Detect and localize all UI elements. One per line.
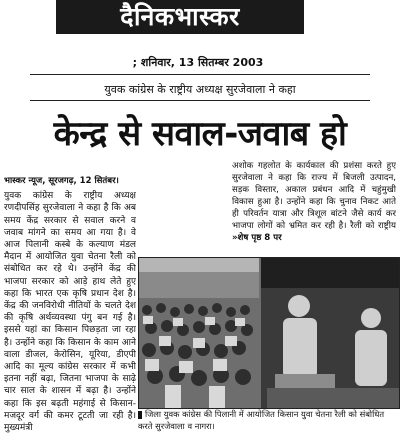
newspaper-masthead: दैनिकभास्कर	[56, 0, 304, 34]
rally-photo-image	[139, 258, 399, 408]
caption-marker	[138, 411, 142, 419]
article-body-left: युवक कांग्रेस के राष्ट्रीय अध्यक्ष रणदीपसिंह सुरजेवाला ने कहा है कि अब समय केंद्र सरकार से सवाल करने व जवाब मांगने का समय आ गया है। वे आज पिलानी कस्बे के कल्याण मंडल मैदान में आयोजित युवा चेतना रैली को संबोधित कर रहे थे। उन्होंने केंद्र की भाजपा सरकार को आड़े हाथ लेते हुए कहा कि भारत एक कृषि प्रधान देश है। केंद्र की जनविरोधी नीतियों के चलते देश की कृषि अर्थव्यवस्था पंगु बन गई है। इससे यहां का किसान पिछड़ता जा रहा है। उन्होंने कहा कि किसान के काम आने वाला डीजल, केरोसिन, यूरिया, डीएपी आदि का मूल्य कांग्रेस सरकार में कभी इतना नहीं बढ़ा, जितना भाजपा के साढ़े चार साल के शासन में बढ़ा है। उन्होंने कहा कि इस बढ़ती महंगाई से किसान-मजदूर वर्ग की कमर टूटती जा रही है। मुख्यमंत्री	[4, 191, 136, 433]
bottom-rule	[30, 100, 370, 101]
top-rule	[30, 74, 370, 75]
byline: भास्कर न्यूज, सूरजगढ़, 12 सितंबर।	[4, 176, 119, 186]
article-column-left	[4, 175, 136, 433]
photo-caption	[138, 408, 398, 435]
headline: केन्द्र से सवाल-जवाब हो	[53, 114, 347, 154]
article-column-right	[232, 160, 396, 256]
dateline: ; शनिवार, 13 सितम्बर 2003	[132, 56, 264, 69]
photo-caption-text: जिला युवक कांग्रेस की पिलानी में आयोजित किसान युवा चेतना रैली को संबोधित करते सुरजेवाला व नागरा।	[138, 409, 385, 431]
article-body-right: अशोक गहलोत के कार्यकाल की प्रशंसा करते हुए सुरजेवाला ने कहा कि राज्य में बिजली उत्पादन, सड़क विस्तार, अकाल प्रबंधन आदि में चहुंमुखी विकास हुआ है। उन्होंने कहा कि चुनाव निकट आते ही परिवर्तन यात्रा और त्रिशूल बांटने जैसे कार्य कर भाजपा लोगों को भ्रमित कर रही है। रैली को राष्ट्रीय	[232, 161, 396, 231]
continued-jump-line: »शेष पृष्ठ 8 पर	[232, 233, 282, 243]
kicker-subhead: युवक कांग्रेस के राष्ट्रीय अध्यक्ष सुरजेवाला ने कहा	[104, 83, 296, 96]
rally-photo	[138, 257, 400, 409]
